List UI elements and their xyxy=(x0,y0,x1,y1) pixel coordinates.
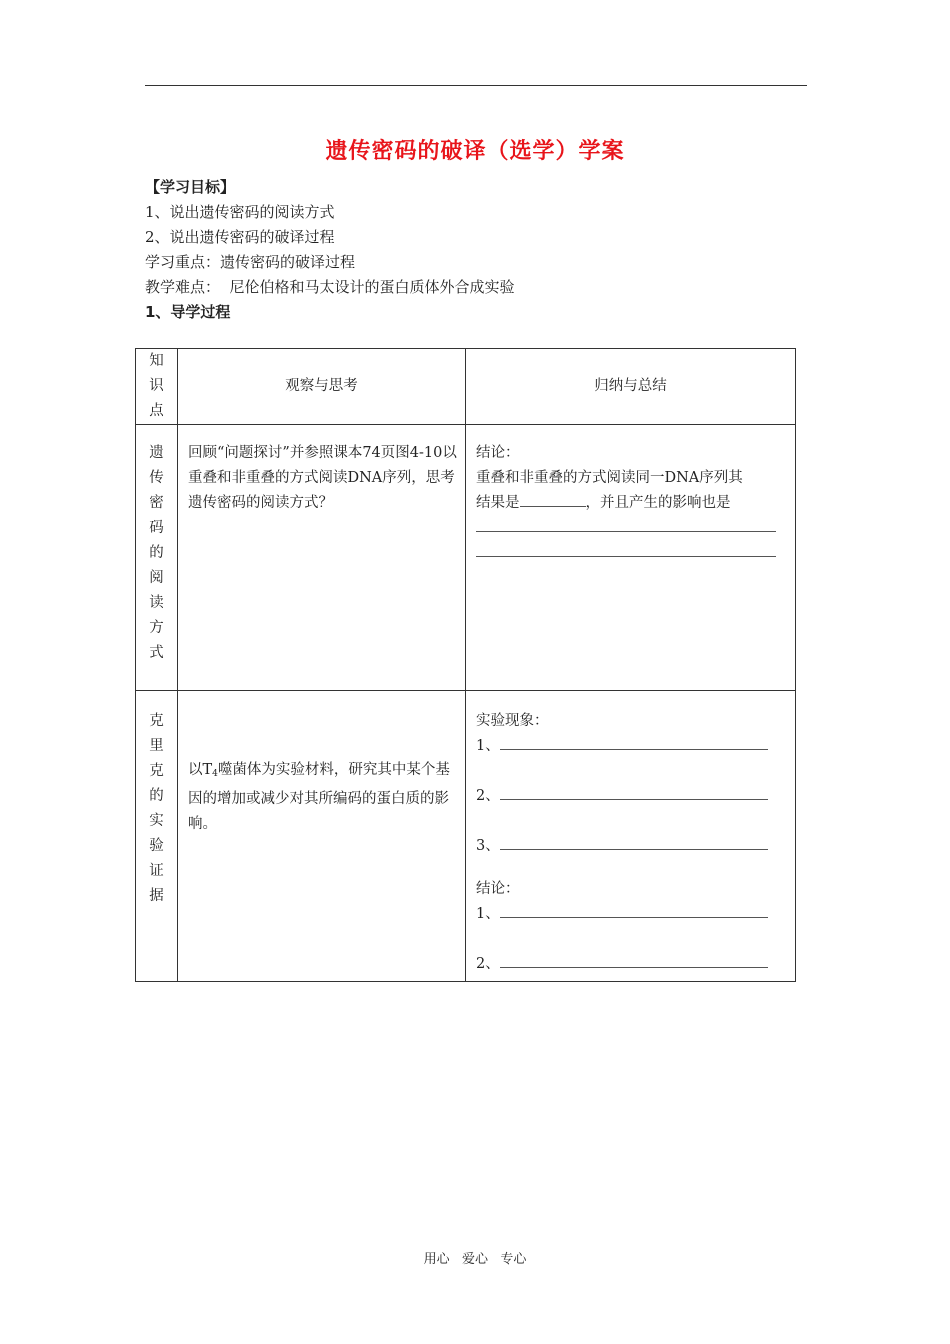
answer-blank[interactable] xyxy=(476,542,776,557)
answer-blank[interactable] xyxy=(500,735,768,750)
process-heading: 1、导学过程 xyxy=(145,303,231,321)
header-char: 识 xyxy=(149,378,164,394)
conclusion-text-line xyxy=(476,491,787,516)
topic-char: 克 xyxy=(149,763,164,779)
observe-text-part: 噬菌体为实验材料，研究其中某个基因的增加或减少对其所编码的蛋白质的影响。 xyxy=(188,762,450,832)
header-summary-cell: 归纳与总结 xyxy=(466,349,796,425)
summary-cell xyxy=(466,691,796,982)
header-topic-cell xyxy=(136,349,178,425)
difficulty: 教学难点： 尼伦伯格和马太设计的蛋白质体外合成实验 xyxy=(145,278,515,296)
answer-blank[interactable] xyxy=(520,492,586,507)
conclusion-item: 2、 xyxy=(476,952,787,977)
conclusion-text: ，并且产生的影响也是 xyxy=(585,495,731,511)
phenomena-item: 1、 xyxy=(476,734,787,784)
topic-char: 码 xyxy=(149,520,164,536)
objective-item: 1、说出遗传密码的阅读方式 xyxy=(145,203,335,221)
page-footer: 用心 爱心 专心 xyxy=(423,1252,527,1267)
observe-subscript: 4 xyxy=(212,769,218,779)
topic-char: 据 xyxy=(149,888,164,904)
conclusion-item: 1、 xyxy=(476,902,787,952)
topic-char: 方 xyxy=(149,620,164,636)
observe-text xyxy=(188,758,457,837)
topic-char: 里 xyxy=(149,738,164,754)
phenomena-item: 2、 xyxy=(476,784,787,834)
header-observe-cell: 观察与思考 xyxy=(178,349,466,425)
header-char: 点 xyxy=(149,403,164,419)
topic-char: 实 xyxy=(149,813,164,829)
topic-char: 验 xyxy=(149,838,164,854)
summary-cell xyxy=(466,425,796,691)
topic-char: 证 xyxy=(149,863,164,879)
topic-char: 传 xyxy=(149,470,164,486)
conclusion-label: 结论： xyxy=(476,881,520,897)
topic-char: 密 xyxy=(149,495,164,511)
phenomena-label: 实验现象： xyxy=(476,713,549,729)
observe-text-part: 以T xyxy=(188,762,213,778)
phenomena-item: 3、 xyxy=(476,834,787,877)
observe-text: 回顾“问题探讨”并参照课本74页图4-10以重叠和非重叠的方式阅读DNA序列，思考遗传密码的阅读方式？ xyxy=(188,445,457,511)
conclusion-text: 重叠和非重叠的方式阅读同一DNA序列其 xyxy=(476,470,743,486)
table-row xyxy=(136,691,796,982)
answer-blank[interactable] xyxy=(500,953,768,968)
topic-char: 的 xyxy=(149,545,164,561)
topic-char: 的 xyxy=(149,788,164,804)
answer-blank[interactable] xyxy=(500,785,768,800)
topic-char: 阅 xyxy=(149,570,164,586)
study-table xyxy=(135,348,796,982)
topic-cell xyxy=(136,425,178,691)
answer-blank[interactable] xyxy=(500,903,768,918)
observe-cell xyxy=(178,691,466,982)
topic-char: 式 xyxy=(149,645,164,661)
conclusion-label: 结论： xyxy=(476,445,520,461)
table-header-row xyxy=(136,349,796,425)
key-point: 学习重点：遗传密码的破译过程 xyxy=(145,253,356,271)
topic-char: 读 xyxy=(149,595,164,611)
page-title: 遗传密码的破译（选学）学案 xyxy=(325,139,625,164)
table-row xyxy=(136,425,796,691)
topic-cell xyxy=(136,691,178,982)
objectives-heading: 【学习目标】 xyxy=(145,178,236,196)
header-char: 知 xyxy=(149,353,164,369)
topic-char: 克 xyxy=(149,713,164,729)
answer-blank[interactable] xyxy=(476,517,776,532)
observe-cell xyxy=(178,425,466,691)
answer-blank[interactable] xyxy=(500,835,768,850)
topic-char: 遗 xyxy=(149,445,164,461)
header-rule xyxy=(145,85,807,86)
objective-item: 2、说出遗传密码的破译过程 xyxy=(145,228,335,246)
conclusion-text: 结果是 xyxy=(476,495,520,511)
